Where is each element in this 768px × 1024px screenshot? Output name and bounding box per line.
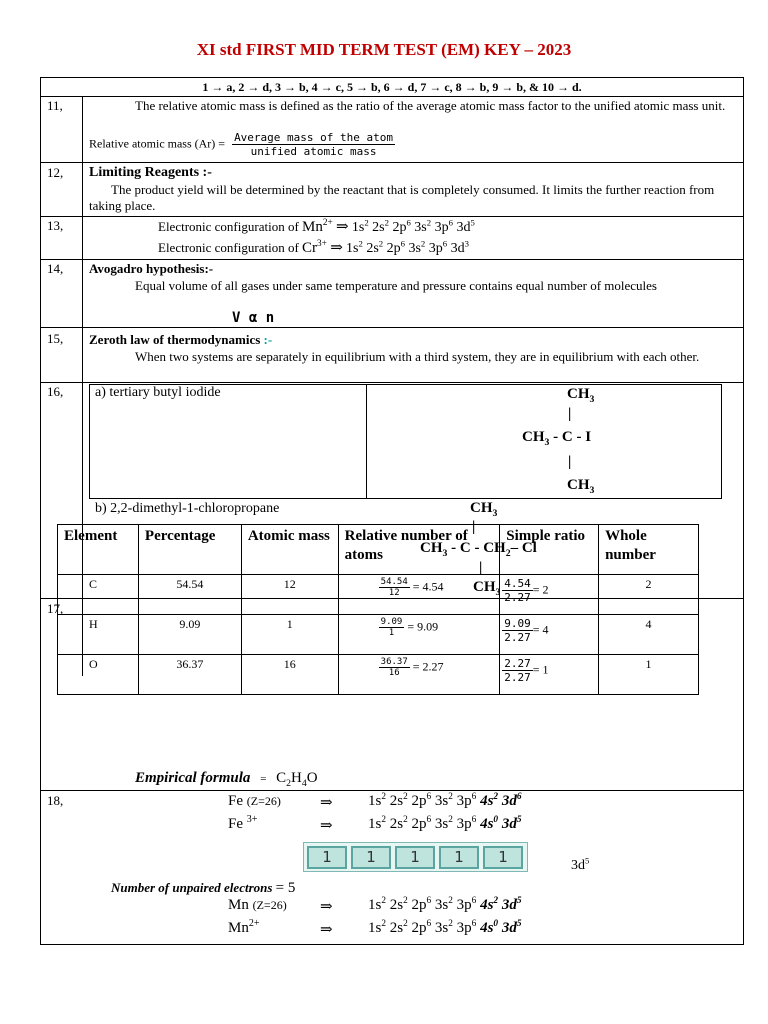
denominator: 12 [388,588,400,598]
q16a-label: a) tertiary butyl iodide [95,385,221,400]
question-number: 13, [47,218,64,233]
table-header-row [58,525,699,575]
ch-text: CH [473,579,496,595]
denominator: 1 [388,628,395,638]
mn-symbol: Mn [302,219,323,235]
implies-arrow: ⇒ [320,818,333,834]
fraction [379,657,410,678]
empirical-value: $C_2H_4O$ [276,770,318,789]
cell-relative-number [338,575,500,615]
result: = 2 [532,582,549,597]
answer-key: 1 → a, 2 → d, 3 → b, 4 → c, 5 → b, 6 → d, 7 → c, 8 → b, 9 → b, & 10 → d. [202,80,582,94]
orbital-label [571,855,590,874]
orbital-name: 3d [571,858,585,873]
fraction [502,657,533,684]
q16a-name-cell [89,384,367,499]
answer-table [40,77,744,945]
unpaired-value: = 5 [275,880,296,896]
cell-element: O [58,655,139,695]
mn-symbol: Mn [228,920,249,936]
unpaired-electrons [111,880,295,897]
mn2-electron-config: $1s^2$ $2s^2$ $2p^6$ $3s^2$ $3p^6$ $4s^0$ $3d^5$ [368,919,522,936]
fraction [502,577,533,604]
denominator: 16 [388,668,400,678]
cell-percentage: 9.09 [138,615,241,655]
empirical-formula-table [57,524,699,695]
fe-electron-config: $1s^2$ $2s^2$ $2p^6$ $3s^2$ $3p^6$ $4s^2$ $3d^6$ [368,792,522,809]
mn-charge: 2+ [322,218,333,228]
ion-charge: 2+ [248,918,260,929]
orbital-cell: 1 [483,846,523,869]
q13-cr-config [158,238,469,257]
question-number: 17, [47,601,64,616]
q13-label: Electronic configuration of [158,219,299,234]
fe-symbol: Fe [228,816,243,832]
fraction [379,617,405,638]
q15-text: When two systems are separately in equilibrium with a third system, they are in equilibrium with each other. [135,349,700,364]
cell-percentage: 36.37 [138,655,241,695]
cell-element: C [58,575,139,615]
ch-text: CH [567,477,590,493]
subscript: 3 [492,508,498,519]
mn-electron-config: $1s^2$ $2s^2$ $2p^6$ $3s^2$ $3p^6$ $3d^5$ [351,217,475,235]
cell-atomic-mass: 16 [241,655,338,695]
q14-heading: Avogadro hypothesis:- [89,261,214,276]
implies-arrow: ⇒ [320,922,333,938]
q13-label: Electronic configuration of [158,240,299,255]
numerator: 9.09 [504,617,531,630]
mn-electron-config: $1s^2$ $2s^2$ $2p^6$ $3s^2$ $3p^6$ $4s^2$ $3d^5$ [368,896,522,913]
orbital-cell: 1 [395,846,435,869]
cell-atomic-mass: 1 [241,615,338,655]
q13-mn-ion [302,219,333,235]
q16b-label: b) 2,2-dimethyl-1-chloropropane [95,501,280,516]
q12-heading: Limiting Reagents :- [89,165,212,180]
cr-electron-config: $1s^2$ $2s^2$ $2p^6$ $3s^2$ $3p^6$ $3d^3$ [346,238,469,256]
numerator: 4.54 [504,577,531,590]
header-simple-ratio: Simple ratio [500,525,599,575]
result: = 2.27 [412,659,444,674]
table-row [58,655,699,695]
result: = 4.54 [412,579,444,594]
table-row [58,575,699,615]
numerator: 9.09 [380,617,403,627]
mn-label [228,897,287,914]
ch-text: CH [420,540,443,556]
q16a-top-methyl [567,386,594,403]
denominator: 2.27 [504,631,531,644]
bond-line: | [472,519,476,535]
denominator: 2.27 [504,591,531,604]
row-divider [41,790,743,791]
row-divider [41,259,743,260]
subscript: 3 [589,485,595,496]
q15-heading-text: Zeroth law of thermodynamics [89,332,261,347]
ch-text: CH [522,429,545,445]
q14-text: Equal volume of all gases under same temperature and pressure contains equal number of molecules [135,278,657,293]
cell-relative-number [338,655,500,695]
bond-line: | [479,560,483,576]
q15-heading-suffix: :- [263,332,273,347]
header-element: Element [58,525,139,575]
orbital-superscript: 5 [585,855,590,866]
row-divider [41,382,743,383]
header-percentage: Percentage [138,525,241,575]
numerator: 54.54 [380,577,408,587]
cell-whole-number: 4 [599,615,699,655]
q16b-top-methyl [470,500,497,517]
question-number: 18, [47,793,64,808]
question-number: 15, [47,331,64,346]
question-number: 16, [47,384,64,399]
subscript: 3 [495,587,501,598]
result: = 1 [532,662,549,677]
q11-numerator: Average mass of the atom [234,131,394,144]
subscript: 3 [442,548,448,559]
implies-arrow: ⇒ [320,795,333,811]
empirical-label: Empirical formula [135,770,251,786]
orbital-cell: 1 [351,846,391,869]
orbital-cell: 1 [439,846,479,869]
bond-line: | [568,406,572,422]
empirical-formula [135,770,318,787]
question-number: 14, [47,261,64,276]
cell-percentage: 54.54 [138,575,241,615]
subscript: 3 [544,437,550,448]
q11-text: The relative atomic mass is defined as the ratio of the average atomic mass factor to the unified atomic mass unit. [135,98,726,113]
result: = 9.09 [407,619,439,634]
row-divider [41,162,743,163]
implies-arrow: ⇒ [336,219,349,235]
bond-line: | [568,454,572,470]
q15-heading [89,332,272,348]
implies-arrow: ⇒ [320,899,333,915]
q13-cr-ion [302,240,327,256]
header-relative-number: Relative number of atoms [338,525,500,575]
cell-relative-number [338,615,500,655]
subscript: 2 [505,548,511,559]
table-row [58,615,699,655]
page-title: XI std FIRST MID TERM TEST (EM) KEY – 2023 [196,40,572,59]
cell-simple-ratio [500,575,599,615]
unpaired-label: Number of unpaired electrons [111,880,273,895]
q16a-main-chain [522,429,591,446]
numerator: 36.37 [380,657,408,667]
cell-whole-number: 2 [599,575,699,615]
atomic-number: (Z=26) [246,794,281,808]
mn2-label [228,920,259,937]
q16b-carbon-chain: - C - CH [451,540,506,556]
cell-simple-ratio [500,655,599,695]
row-divider [41,327,743,328]
question-number: 11, [47,98,63,113]
q14-relation: V α n [232,310,275,326]
atomic-number: (Z=26) [252,898,287,912]
header-atomic-mass: Atomic mass [241,525,338,575]
cr-charge: 3+ [317,239,327,249]
q11-denominator: unified atomic mass [250,145,377,158]
fe-label [228,793,281,810]
q16a-bottom-methyl [567,477,594,494]
orbital-diagram [303,842,528,872]
question-number: 12, [47,165,64,180]
ion-charge: 3+ [246,814,258,825]
numerator: 2.27 [504,657,531,670]
cell-whole-number: 1 [599,655,699,695]
orbital-cell: 1 [307,846,347,869]
ch-text: CH [470,500,493,516]
ch-text: CH [567,386,590,402]
fraction [379,577,410,598]
fraction [502,617,533,644]
subscript: 3 [589,394,595,405]
cell-element: H [58,615,139,655]
fe3-label [228,816,257,833]
q16a-carbon-iodide: - C - I [553,429,592,445]
q12-text: The product yield will be determined by the reactant that is completely consumed. It limits the further reaction from taking place. [89,182,715,213]
q11-formula [89,131,395,158]
denominator: 2.27 [504,671,531,684]
cell-atomic-mass: 12 [241,575,338,615]
fe3-electron-config: $1s^2$ $2s^2$ $2p^6$ $3s^2$ $3p^6$ $4s^0$ $3d^5$ [368,815,522,832]
cr-symbol: Cr [302,240,318,256]
implies-arrow: ⇒ [330,240,343,256]
q11-formula-label: Relative atomic mass (Ar) = [89,136,226,151]
row-divider [41,96,743,97]
fe-symbol: Fe [228,793,243,809]
q16b-chloride: – Cl [510,540,537,556]
q13-mn-config [158,217,475,236]
result: = 4 [532,622,549,637]
cell-simple-ratio [500,615,599,655]
header-whole-number: Whole number [599,525,699,575]
q11-fraction [232,131,395,158]
mn-symbol: Mn [228,897,249,913]
equals-sign: = [260,773,267,785]
